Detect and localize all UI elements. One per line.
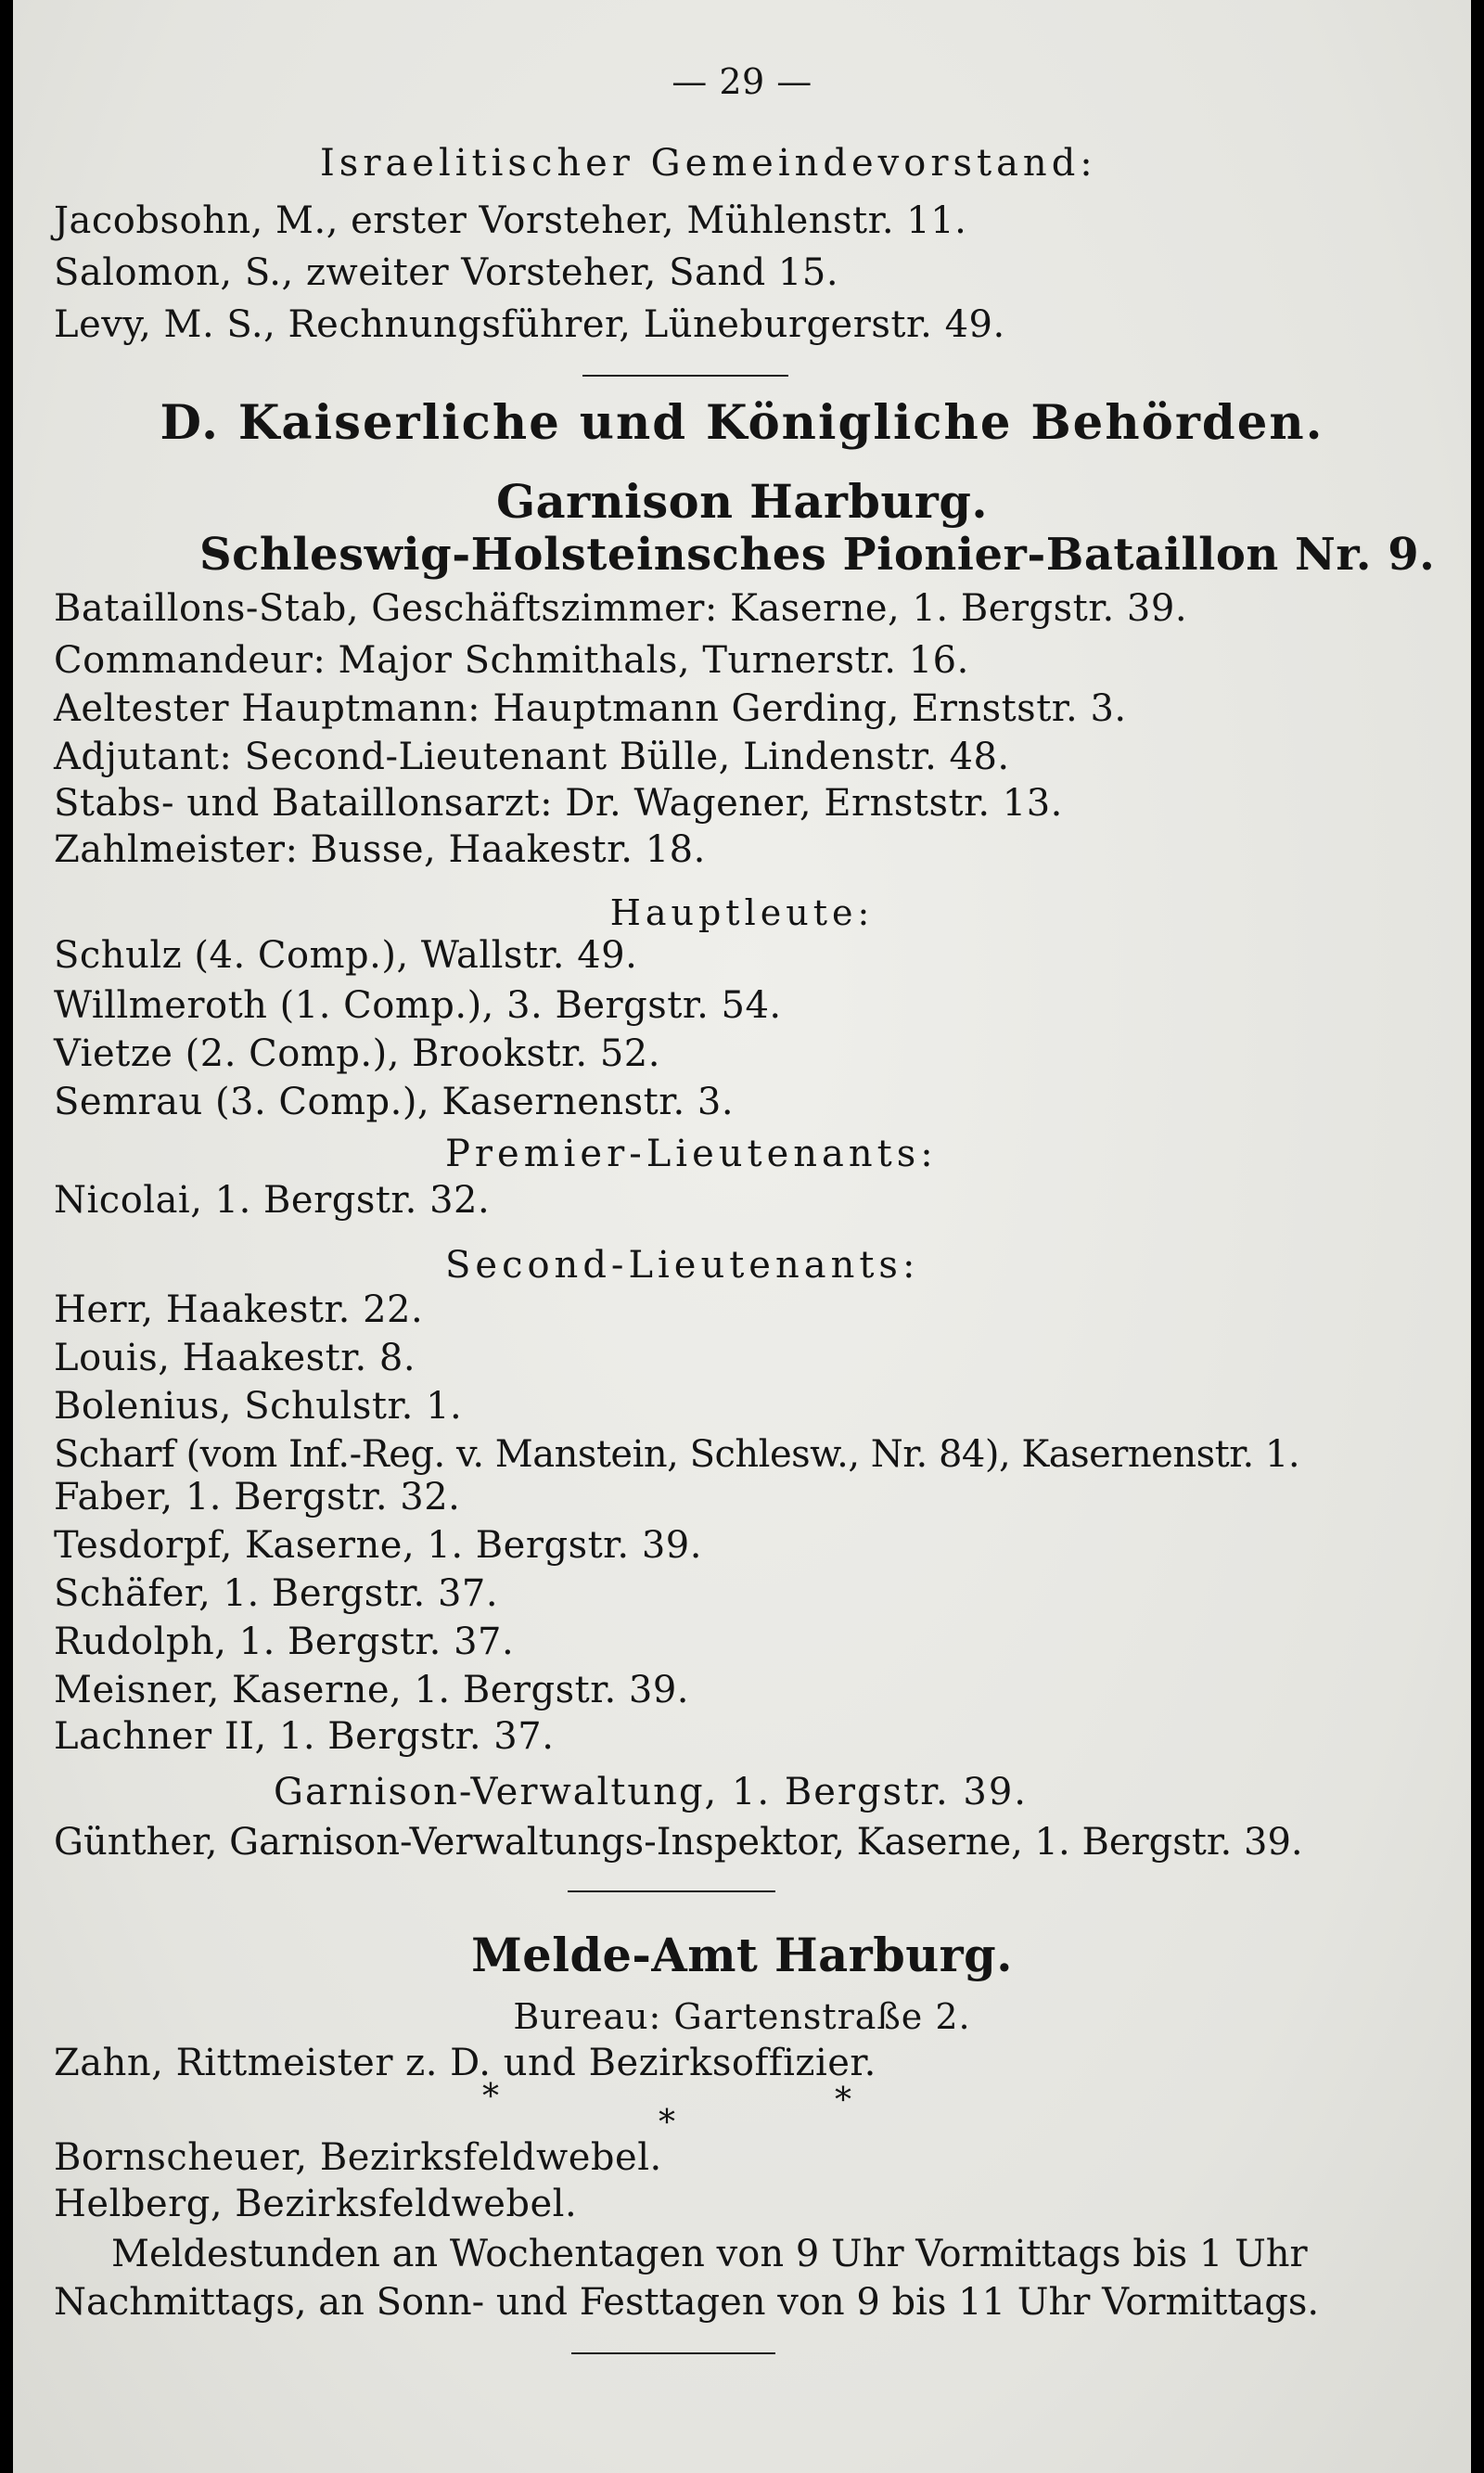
second-lieutenant-entry-10: Lachner II, 1. Bergstr. 37. — [54, 1715, 555, 1758]
premier-lieutenant-entry-1: Nicolai, 1. Bergstr. 32. — [54, 1179, 491, 1222]
unit-heading: Schleswig-Holsteinsches Pionier-Bataillon Nr. 9. — [199, 529, 1436, 581]
captains-heading: Hauptleute: — [609, 892, 875, 933]
second-lieutenant-entry-9: Meisner, Kaserne, 1. Bergstr. 39. — [54, 1669, 689, 1711]
garrison-admin-heading: Garnison-Verwaltung, 1. Bergstr. 39. — [274, 1771, 1029, 1813]
captain-entry-3: Vietze (2. Comp.), Brookstr. 52. — [54, 1032, 660, 1075]
staff-entry-5: Stabs- und Bataillonsarzt: Dr. Wagener, Ernststr. 13. — [54, 782, 1063, 825]
asterisk-2: * — [659, 2104, 675, 2142]
staff-entry-2: Commandeur: Major Schmithals, Turnerstr. 16. — [54, 639, 969, 682]
divider-rule-2 — [568, 1890, 775, 1892]
second-lieutenant-entry-2: Louis, Haakestr. 8. — [54, 1337, 416, 1379]
registration-office-bureau: Bureau: Gartenstraße 2. — [513, 1996, 971, 2037]
second-lieutenants-heading: Second-Lieutenants: — [445, 1244, 920, 1287]
second-lieutenant-entry-5: Faber, 1. Bergstr. 32. — [54, 1476, 461, 1518]
divider-rule — [582, 375, 788, 377]
garrison-heading: Garnison Harburg. — [495, 475, 989, 529]
staff-entry-6: Zahlmeister: Busse, Haakestr. 18. — [54, 828, 706, 871]
israelite-board-entry-1: Jacobsohn, M., erster Vorsteher, Mühlenstr. 11. — [54, 199, 967, 242]
registration-office-officer: Zahn, Rittmeister z. D. und Bezirksoffizier. — [54, 2042, 876, 2084]
second-lieutenant-entry-8: Rudolph, 1. Bergstr. 37. — [54, 1621, 515, 1663]
captain-entry-4: Semrau (3. Comp.), Kasernenstr. 3. — [54, 1081, 735, 1123]
staff-entry-3: Aeltester Hauptmann: Hauptmann Gerding, Ernststr. 3. — [54, 687, 1127, 730]
section-heading: D. Kaiserliche und Königliche Behörden. — [160, 395, 1324, 451]
registration-office-heading: Melde-Amt Harburg. — [471, 1928, 1013, 1982]
second-lieutenant-entry-6: Tesdorpf, Kaserne, 1. Bergstr. 39. — [54, 1524, 702, 1567]
page-number: — 29 — — [672, 61, 812, 102]
office-hours-line-1: Meldestunden an Wochentagen von 9 Uhr Vormittags bis 1 Uhr — [111, 2233, 1308, 2275]
israelite-board-entry-2: Salomon, S., zweiter Vorsteher, Sand 15. — [54, 251, 839, 294]
israelite-board-heading: Israelitischer Gemeindevorstand: — [320, 142, 1097, 185]
second-lieutenant-entry-1: Herr, Haakestr. 22. — [54, 1288, 424, 1331]
second-lieutenant-entry-4: Scharf (vom Inf.-Reg. v. Manstein, Schlesw., Nr. 84), Kasernenstr. 1. — [54, 1433, 1300, 1476]
office-hours-line-2: Nachmittags, an Sonn- und Festtagen von 9 bis 11 Uhr Vormittags. — [54, 2281, 1320, 2324]
left-scan-edge — [0, 0, 13, 2473]
second-lieutenant-entry-3: Bolenius, Schulstr. 1. — [54, 1385, 463, 1428]
captain-entry-1: Schulz (4. Comp.), Wallstr. 49. — [54, 934, 638, 977]
right-scan-edge — [1471, 0, 1484, 2473]
asterisk-1: * — [482, 2078, 499, 2116]
garrison-admin-entry: Günther, Garnison-Verwaltungs-Inspektor, Kaserne, 1. Bergstr. 39. — [54, 1821, 1303, 1864]
israelite-board-entry-3: Levy, M. S., Rechnungsführer, Lüneburgerstr. 49. — [54, 303, 1005, 346]
second-lieutenant-entry-7: Schäfer, 1. Bergstr. 37. — [54, 1572, 499, 1615]
staff-entry-1: Bataillons-Stab, Geschäftszimmer: Kaserne, 1. Bergstr. 39. — [54, 587, 1188, 630]
divider-rule-3 — [571, 2352, 775, 2354]
staff-entry-4: Adjutant: Second-Lieutenant Bülle, Lindenstr. 48. — [54, 736, 1010, 778]
sergeant-entry-1: Bornscheuer, Bezirksfeldwebel. — [54, 2136, 662, 2179]
premier-lieutenants-heading: Premier-Lieutenants: — [445, 1133, 938, 1175]
captain-entry-2: Willmeroth (1. Comp.), 3. Bergstr. 54. — [54, 984, 782, 1027]
asterisk-3: * — [835, 2082, 851, 2120]
sergeant-entry-2: Helberg, Bezirksfeldwebel. — [54, 2183, 578, 2225]
